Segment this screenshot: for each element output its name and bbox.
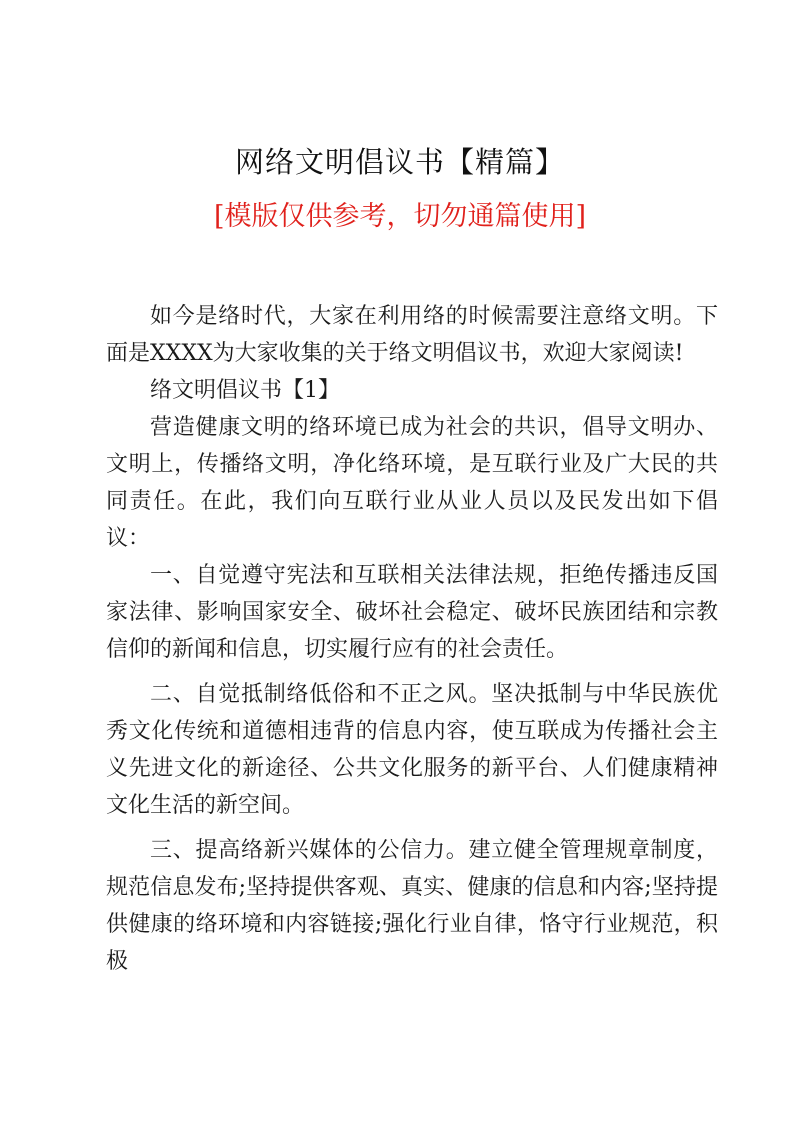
document-subtitle: [模版仅供参考，切勿通篇使用]	[213, 201, 587, 232]
paragraph-item-1: 一、自觉遵守宪法和互联相关法律法规，拒绝传播违反国家法律、影响国家安全、破坏社会稳定、破坏民族团结和宗教信仰的新闻和信息，切实履行应有的社会责任。	[106, 563, 718, 662]
document-title: 网络文明倡议书【精篇】	[234, 145, 565, 179]
paragraph-item-3: 三、提高络新兴媒体的公信力。建立健全管理规章制度，规范信息发布;坚持提供客观、真实、健康的信息和内容;坚持提供健康的络环境和内容链接;强化行业自律，恪守行业规范，积极	[106, 838, 718, 974]
paragraph-item-2: 二、自觉抵制络低俗和不正之风。坚决抵制与中华民族优秀文化传统和道德相违背的信息内容，使互联成为传播社会主义先进文化的新途径、公共文化服务的新平台、人们健康精神文化生活的新空间。	[106, 682, 718, 818]
paragraph-intro: 如今是络时代，大家在利用络的时候需要注意络文明。下面是XXXX为大家收集的关于络文明倡议书，欢迎大家阅读!	[106, 304, 718, 366]
paragraph-heading: 络文明倡议书【1】	[150, 378, 340, 403]
document-body	[106, 298, 718, 980]
paragraph-preamble: 营造健康文明的络环境已成为社会的共识，倡导文明办、文明上，传播络文明，净化络环境，是互联行业及广大民的共同责任。在此，我们向互联行业从业人员以及民发出如下倡议：	[106, 415, 718, 551]
